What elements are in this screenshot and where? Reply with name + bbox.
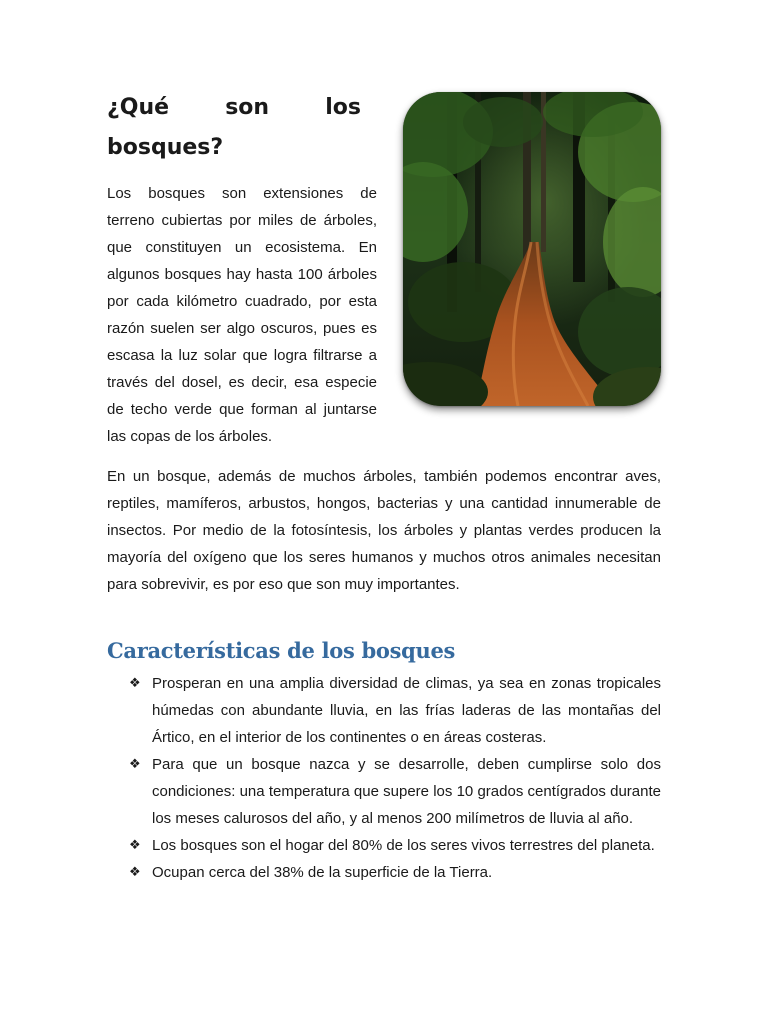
list-item-text: Para que un bosque nazca y se desarrolle, deben cumplirse solo dos condiciones: una temperatura que supere los 10 grados centígrados durante los meses calurosos del año, y al menos 200 milímetros de lluvia al año. bbox=[152, 756, 661, 827]
section-heading: Características de los bosques bbox=[107, 638, 456, 663]
forest-image bbox=[403, 92, 661, 406]
list-item bbox=[129, 670, 661, 751]
list-item-text: Ocupan cerca del 38% de la superficie de la Tierra. bbox=[152, 864, 493, 881]
forest-path-photo bbox=[403, 92, 661, 406]
intro-paragraph: Los bosques son extensiones de terreno cubiertas por miles de árboles, que constituyen un ecosistema. En algunos bosques hay hasta 100 árboles por cada kilómetro cuadrado, por esta razón suelen ser algo oscuros, pues es escasa la luz solar que logra filtrarse a través del dosel, es decir, esa especie de techo verde que forman al juntarse las copas de los árboles. bbox=[107, 185, 377, 445]
diamond-bullet-icon: ❖ bbox=[129, 865, 141, 880]
list-item-text: Los bosques son el hogar del 80% de los seres vivos terrestres del planeta. bbox=[152, 837, 655, 854]
second-paragraph: En un bosque, además de muchos árboles, también podemos encontrar aves, reptiles, mamíferos, arbustos, hongos, bacterias y una cantidad innumerable de insectos. Por medio de la fotosíntesis, los árboles y plantas verdes producen la mayoría del oxígeno que los seres humanos y muchos otros animales necesitan para sobrevivir, es por eso que son muy importantes. bbox=[107, 468, 661, 593]
characteristics-list bbox=[107, 670, 661, 886]
document-page bbox=[107, 88, 661, 886]
diamond-bullet-icon: ❖ bbox=[129, 757, 141, 772]
diamond-bullet-icon: ❖ bbox=[129, 838, 141, 853]
diamond-bullet-icon: ❖ bbox=[129, 676, 141, 691]
list-item bbox=[129, 859, 661, 886]
list-item-text: Prosperan en una amplia diversidad de climas, ya sea en zonas tropicales húmedas con abundante lluvia, en las frías laderas de las montañas del Ártico, en el interior de los continentes o en áreas costeras. bbox=[152, 675, 661, 746]
list-item bbox=[129, 751, 661, 832]
page-title: ¿Qué son los bosques? bbox=[107, 95, 361, 160]
list-item bbox=[129, 832, 661, 859]
